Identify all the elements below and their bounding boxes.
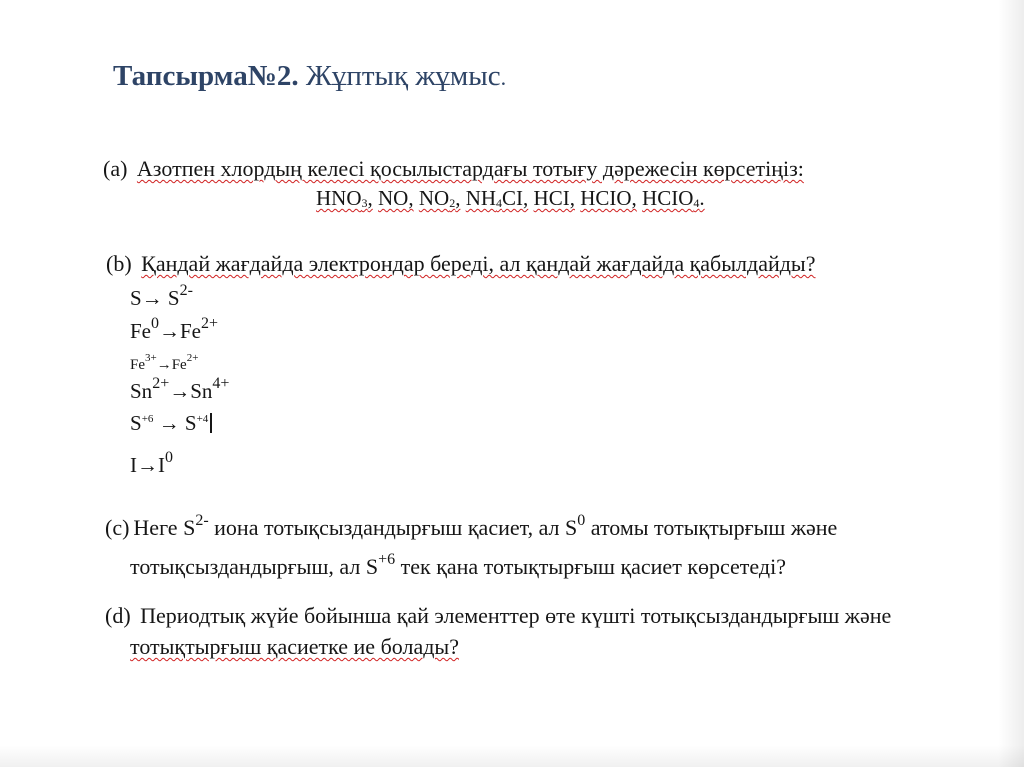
question-a-text: Азотпен хлордың келесі қосылыстардағы тотығу дәрежесін көрсетіңіз: [136,156,804,181]
equation-2: $Fe^0\to Fe^{2+}$ [130,315,219,343]
question-b [106,251,815,277]
question-b-text: Қандай жағдайда электрондар береді, ал қандай жағдайда қабылдайды? [141,251,816,276]
formula-hno3: HNO3, [316,186,373,210]
question-d-text-1: Периодтық жүйе бойынша қай элементтер өте күшті тотықсыздандырғыш және [140,603,892,628]
equation-5: $S^{+6} \to S^{+4}$ [130,411,212,436]
question-d-line1 [105,603,891,629]
formula-hcl: HCI, [533,186,575,210]
formula-no: NO, [378,186,414,210]
equation-6: $I\to I^0$ [130,449,173,477]
question-d-label: (d) [105,603,131,628]
question-c-line1: (c) Неге $S^{2-}$ иона тотықсыздандырғыш қасиет, ал $S^0$ атомы тотықтырғыш және [105,512,838,540]
formula-nh4cl: NH4CI, [465,186,529,210]
question-b-label: (b) [106,251,132,276]
page-shadow-right [998,0,1024,767]
question-a-formulas [316,186,705,211]
title-rest: Жұптық жұмыс [305,60,501,92]
question-c-label: (c) [105,515,130,540]
equation-3: $Fe^{3+}\to Fe^{2+}$ [130,352,199,373]
question-d-text-2: тотықтырғыш қасиетке ие болады? [130,634,459,659]
formula-hclo: HCIO, [580,186,637,210]
question-d-line2 [130,634,459,660]
slide-title [113,60,506,93]
equation-1: $S\to S^{2-}$ [130,282,193,310]
page-shadow-bottom [0,745,1024,767]
equation-4: $Sn^{2+}\to Sn^{4+}$ [130,375,230,403]
question-c-line2: тотықсыздандырғыш, ал $S^{+6}$ тек қана тотықтырғыш қасиет көрсетеді? [130,551,786,579]
title-bold: Тапсырма№2. [113,60,299,92]
question-a-label: (a) [103,156,128,181]
question-a [103,156,804,182]
title-dot: . [500,65,507,90]
text-cursor [210,413,212,433]
formula-hclo4: HCIO4. [642,186,705,210]
formula-no2: NO2, [418,186,461,210]
